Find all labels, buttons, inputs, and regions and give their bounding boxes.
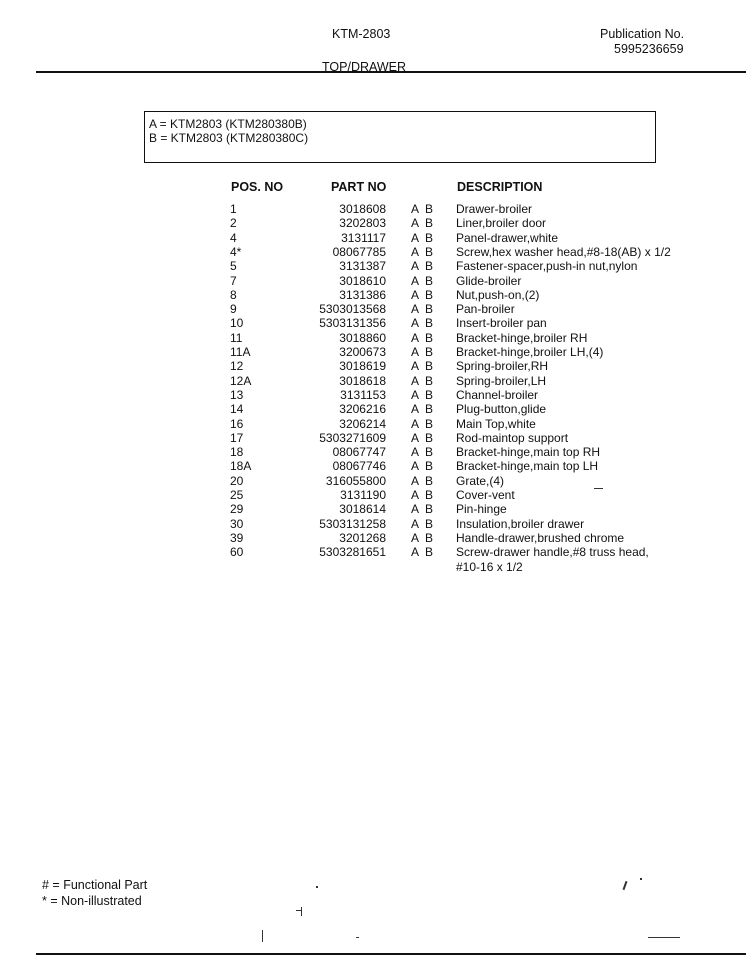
model-a-cell: A xyxy=(411,359,420,374)
model-b-cell: B xyxy=(425,273,434,288)
model-a-cell: A xyxy=(411,302,420,317)
pos-cell: 4* xyxy=(230,244,242,259)
table-row xyxy=(0,459,750,473)
model-b-cell: B xyxy=(425,473,434,488)
model-a-cell: A xyxy=(411,416,420,431)
model-b-cell: B xyxy=(425,302,434,317)
model-a-cell: A xyxy=(411,387,420,402)
pos-cell: 1 xyxy=(230,202,237,216)
pos-cell: 12 xyxy=(230,359,244,374)
description-cell: Channel-broiler xyxy=(456,387,539,402)
pos-cell: 12A xyxy=(230,373,252,388)
model-a-cell: A xyxy=(411,230,420,245)
model-key-a: A = KTM2803 (KTM280380B) xyxy=(149,117,307,131)
model-b-cell: B xyxy=(425,316,434,331)
scan-mark xyxy=(356,937,359,938)
model-b-cell: B xyxy=(425,502,434,517)
table-row xyxy=(0,288,750,302)
table-row xyxy=(0,502,750,516)
publication-label: Publication No. xyxy=(600,27,685,41)
part-number-cell: 3131153 xyxy=(340,387,386,402)
part-number-cell: 3200673 xyxy=(339,345,386,359)
model-a-cell: A xyxy=(411,345,420,359)
model-a-cell: A xyxy=(411,216,420,231)
footer-divider xyxy=(36,953,746,955)
model-b-cell: B xyxy=(425,287,434,302)
model-b-cell: B xyxy=(425,402,434,417)
scan-mark xyxy=(301,907,302,916)
description-cell: Screw,hex washer head,#8-18(AB) x 1/2 xyxy=(456,244,671,259)
pos-cell: 20 xyxy=(230,473,244,488)
pos-cell: 9 xyxy=(230,302,237,317)
publication-number: 5995236659 xyxy=(614,42,684,56)
description-cell: Nut,push-on,(2) xyxy=(456,287,540,302)
table-row xyxy=(0,431,750,445)
table-row xyxy=(0,374,750,388)
part-number-cell: 3018619 xyxy=(339,359,386,374)
pos-cell: 10 xyxy=(230,316,244,331)
table-row xyxy=(0,274,750,288)
part-number-cell: 3201268 xyxy=(339,530,386,545)
scan-mark xyxy=(262,930,263,942)
table-row xyxy=(0,359,750,373)
model-a-cell: A xyxy=(411,530,420,545)
table-row xyxy=(0,445,750,459)
section-title: TOP/DRAWER xyxy=(322,60,407,74)
pos-cell: 18A xyxy=(230,459,252,474)
table-row xyxy=(0,216,750,230)
model-a-cell: A xyxy=(411,502,420,517)
model-a-cell: A xyxy=(411,373,420,388)
scan-mark xyxy=(594,488,603,489)
model-a-cell: A xyxy=(411,244,420,259)
column-header-description: DESCRIPTION xyxy=(457,180,543,194)
pos-cell: 25 xyxy=(230,488,244,502)
description-cell: Insulation,broiler drawer xyxy=(456,516,585,531)
model-a-cell: A xyxy=(411,430,420,445)
table-row xyxy=(0,302,750,316)
table-row xyxy=(0,231,750,245)
part-number-cell: 3131117 xyxy=(341,230,386,245)
part-number-cell: 3018618 xyxy=(339,373,386,388)
model-b-cell: B xyxy=(425,430,434,445)
part-number-cell: 5303131258 xyxy=(319,516,386,531)
description-cell: Drawer-broiler xyxy=(456,202,533,216)
table-row xyxy=(0,517,750,531)
pos-cell: 4 xyxy=(230,230,237,245)
table-row xyxy=(0,259,750,273)
table-row xyxy=(0,331,750,345)
model-a-cell: A xyxy=(411,473,420,488)
model-a-cell: A xyxy=(411,259,420,274)
part-number-cell: 5303131356 xyxy=(319,316,386,331)
pos-cell: 16 xyxy=(230,416,244,431)
part-number-cell: 3018608 xyxy=(339,202,386,216)
model-a-cell: A xyxy=(411,488,420,502)
description-cell: Pan-broiler xyxy=(456,302,515,317)
part-number-cell: 08067746 xyxy=(332,459,386,474)
part-number-cell: 5303281651 xyxy=(319,545,386,560)
part-number-cell: 3018610 xyxy=(339,273,386,288)
description-cell: Glide-broiler xyxy=(456,273,522,288)
model-number: KTM-2803 xyxy=(332,27,391,41)
part-number-cell: 3131387 xyxy=(339,259,386,274)
model-a-cell: A xyxy=(411,202,420,216)
table-row xyxy=(0,316,750,330)
table-row xyxy=(0,202,750,216)
description-cell: Pin-hinge xyxy=(456,502,507,517)
description-cell: Bracket-hinge,main top LH xyxy=(456,459,599,474)
table-row xyxy=(0,545,750,559)
model-b-cell: B xyxy=(425,416,434,431)
pos-cell: 8 xyxy=(230,287,237,302)
description-cell: Insert-broiler pan xyxy=(456,316,547,331)
table-row xyxy=(0,488,750,502)
part-number-cell: 3206214 xyxy=(339,416,386,431)
description-cell: Bracket-hinge,broiler RH xyxy=(456,330,588,345)
model-b-cell: B xyxy=(425,373,434,388)
description-cell: Handle-drawer,brushed chrome xyxy=(456,530,625,545)
description-cell: Rod-maintop support xyxy=(456,430,569,445)
description-cell: Bracket-hinge,broiler LH,(4) xyxy=(456,345,604,359)
part-number-cell: 08067785 xyxy=(332,244,386,259)
model-a-cell: A xyxy=(411,402,420,417)
header-divider xyxy=(36,71,746,73)
pos-cell: 2 xyxy=(230,216,237,231)
description-cell: Fastener-spacer,push-in nut,nylon xyxy=(456,259,638,274)
model-b-cell: B xyxy=(425,330,434,345)
model-a-cell: A xyxy=(411,273,420,288)
model-key-box xyxy=(144,111,656,163)
model-b-cell: B xyxy=(425,259,434,274)
description-cell: Bracket-hinge,main top RH xyxy=(456,445,601,460)
description-cell: Plug-button,glide xyxy=(456,402,547,417)
model-b-cell: B xyxy=(425,202,434,216)
column-header-pos: POS. NO xyxy=(231,180,284,194)
part-number-cell: 3202803 xyxy=(339,216,386,231)
description-cell: Spring-broiler,LH xyxy=(456,373,547,388)
pos-cell: 30 xyxy=(230,516,244,531)
part-number-cell: 3131386 xyxy=(339,287,386,302)
table-row xyxy=(0,531,750,545)
pos-cell: 13 xyxy=(230,387,244,402)
description-cell: Screw-drawer handle,#8 truss head, xyxy=(456,545,649,560)
part-number-cell: 08067747 xyxy=(332,445,386,460)
pos-cell: 39 xyxy=(230,530,244,545)
table-row xyxy=(0,388,750,402)
model-b-cell: B xyxy=(425,459,434,474)
model-a-cell: A xyxy=(411,459,420,474)
part-number-cell: 3018614 xyxy=(339,502,386,517)
model-b-cell: B xyxy=(425,359,434,374)
pos-cell: 11 xyxy=(230,330,243,345)
part-number-cell: 3018860 xyxy=(339,330,386,345)
model-b-cell: B xyxy=(425,545,434,560)
pos-cell: 5 xyxy=(230,259,237,274)
model-b-cell: B xyxy=(425,216,434,231)
description-cell: Cover-vent xyxy=(456,488,515,502)
model-a-cell: A xyxy=(411,330,420,345)
model-b-cell: B xyxy=(425,230,434,245)
description-continuation: #10-16 x 1/2 xyxy=(456,559,523,574)
description-cell: Liner,broiler door xyxy=(456,216,547,231)
model-b-cell: B xyxy=(425,244,434,259)
pos-cell: 29 xyxy=(230,502,244,517)
part-number-cell: 3131190 xyxy=(340,488,386,502)
legend-functional: # = Functional Part xyxy=(42,878,148,892)
part-number-cell: 316055800 xyxy=(325,473,386,488)
scan-mark xyxy=(623,881,628,890)
scan-mark xyxy=(648,937,680,938)
model-a-cell: A xyxy=(411,316,420,331)
table-row xyxy=(0,417,750,431)
model-b-cell: B xyxy=(425,445,434,460)
pos-cell: 18 xyxy=(230,445,244,460)
model-a-cell: A xyxy=(411,545,420,560)
pos-cell: 7 xyxy=(230,273,237,288)
model-b-cell: B xyxy=(425,530,434,545)
model-b-cell: B xyxy=(425,488,434,502)
pos-cell: 14 xyxy=(230,402,244,417)
model-b-cell: B xyxy=(425,387,434,402)
model-b-cell: B xyxy=(425,516,434,531)
description-cell: Panel-drawer,white xyxy=(456,230,559,245)
part-number-cell: 3206216 xyxy=(339,402,386,417)
column-header-part: PART NO xyxy=(331,180,387,194)
pos-cell: 17 xyxy=(230,430,244,445)
scan-mark xyxy=(640,878,642,880)
pos-cell: 11A xyxy=(230,345,251,359)
table-row xyxy=(0,245,750,259)
legend-non-illustrated: * = Non-illustrated xyxy=(42,894,142,908)
table-row xyxy=(0,402,750,416)
model-key-b: B = KTM2803 (KTM280380C) xyxy=(149,131,309,145)
part-number-cell: 5303013568 xyxy=(319,302,386,317)
description-cell: Spring-broiler,RH xyxy=(456,359,549,374)
model-b-cell: B xyxy=(425,345,434,359)
table-row xyxy=(0,474,750,488)
description-cell: Grate,(4) xyxy=(456,473,505,488)
model-a-cell: A xyxy=(411,287,420,302)
part-number-cell: 5303271609 xyxy=(319,430,386,445)
model-a-cell: A xyxy=(411,516,420,531)
description-cell: Main Top,white xyxy=(456,416,536,431)
pos-cell: 60 xyxy=(230,545,244,560)
scan-mark xyxy=(316,886,318,888)
table-row xyxy=(0,345,750,359)
model-a-cell: A xyxy=(411,445,420,460)
